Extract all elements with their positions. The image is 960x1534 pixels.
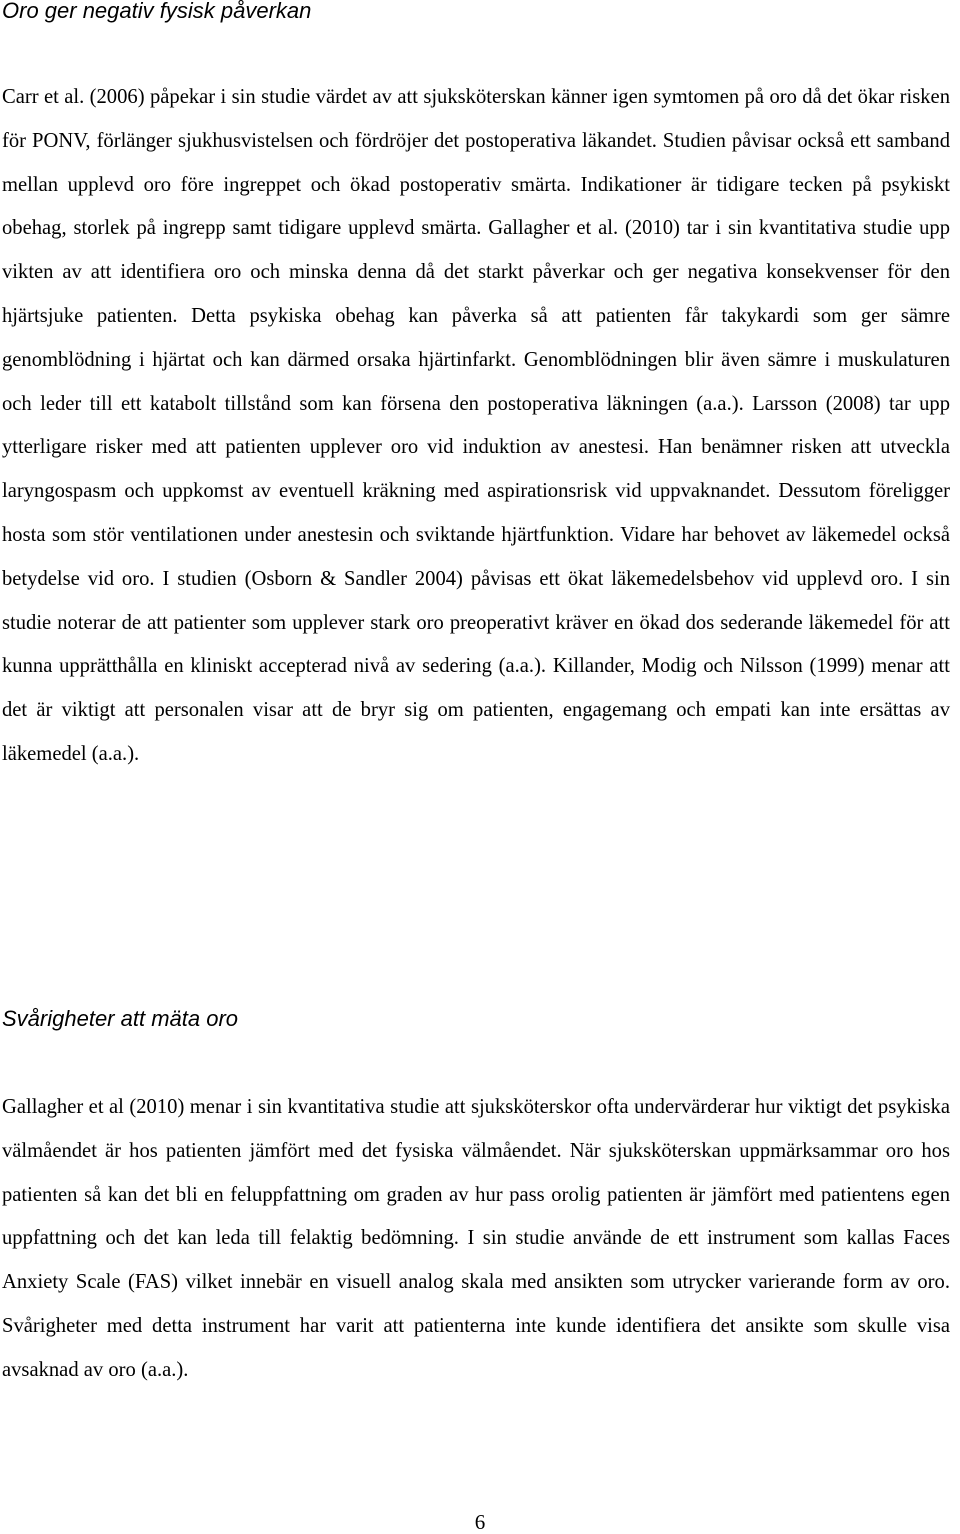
page-number: 6	[474, 1510, 486, 1534]
section-heading-oro-ger-negativ-fysisk-paverkan: Oro ger negativ fysisk påverkan	[2, 0, 312, 23]
section-paragraph-svarigheter-att-mata-oro: Gallagher et al (2010) menar i sin kvantitativa studie att sjuksköterskor ofta undervärderar hur viktigt det psykiska välmåendet är hos patienten jämfört med det fysiska välmåendet. När sjuksköterskan uppmärksammar oro hos patienten så kan det bli en feluppfattning om graden av hur pass orolig patienten är jämfört med patientens egen uppfattning och det kan leda till felaktig bedömning. I sin studie använde de ett instrument som kallas Faces Anxiety Scale (FAS) vilket innebär en visuell analog skala med ansikten som utrycker varierande form av oro. Svårigheter med detta instrument har varit att patienterna inte kunde identifiera det ansikte som skulle visa avsaknad av oro (a.a.).	[2, 1096, 950, 1381]
section-paragraph-oro-ger-negativ-fysisk-paverkan: Carr et al. (2006) påpekar i sin studie värdet av att sjuksköterskan känner igen symtomen på oro då det ökar risken för PONV, förlänger sjukhusvistelsen och fördröjer det postoperativa läkandet. Studien påvisar också ett samband mellan upplevd oro före ingreppet och ökad postoperativ smärta. Indikationer är tidigare tecken på psykiskt obehag, storlek på ingrepp samt tidigare upplevd smärta. Gallagher et al. (2010) tar i sin kvantitativa studie upp vikten av att identifiera oro och minska denna då det starkt påverkar och ger negativa konsekvenser för den hjärtsjuke patienten. Detta psykiska obehag kan påverka så att patienten får takykardi som ger sämre genomblödning i hjärtat och kan därmed orsaka hjärtinfarkt. Genomblödningen blir även sämre i muskulaturen och leder till ett katabolt tillstånd som kan försena den postoperativa läkningen (a.a.). Larsson (2008) tar upp ytterligare risker med att patienten upplever oro vid induktion av anestesi. Han benämner risken att utveckla laryngospasm och uppkomst av eventuell kräkning med aspirationsrisk vid uppvaknandet. Dessutom föreligger hosta som stör ventilationen under anestesin och sviktande hjärtfunktion. Vidare har behovet av läkemedel också betydelse vid oro. I studien (Osborn & Sandler 2004) påvisas ett ökat läkemedelsbehov vid upplevd oro. I sin studie noterar de att patienter som upplever stark oro preoperativt kräver en ökad dos sederande läkemedel för att kunna upprätthålla en kliniskt accepterad nivå av sedering (a.a.). Killander, Modig och Nilsson (1999) menar att det är viktigt att personalen visar att de bryr sig om patienten, engagemang och empati kan inte ersättas av läkemedel (a.a.).	[2, 86, 950, 765]
section-heading-svarigheter-att-mata-oro: Svårigheter att mäta oro	[2, 1006, 239, 1031]
